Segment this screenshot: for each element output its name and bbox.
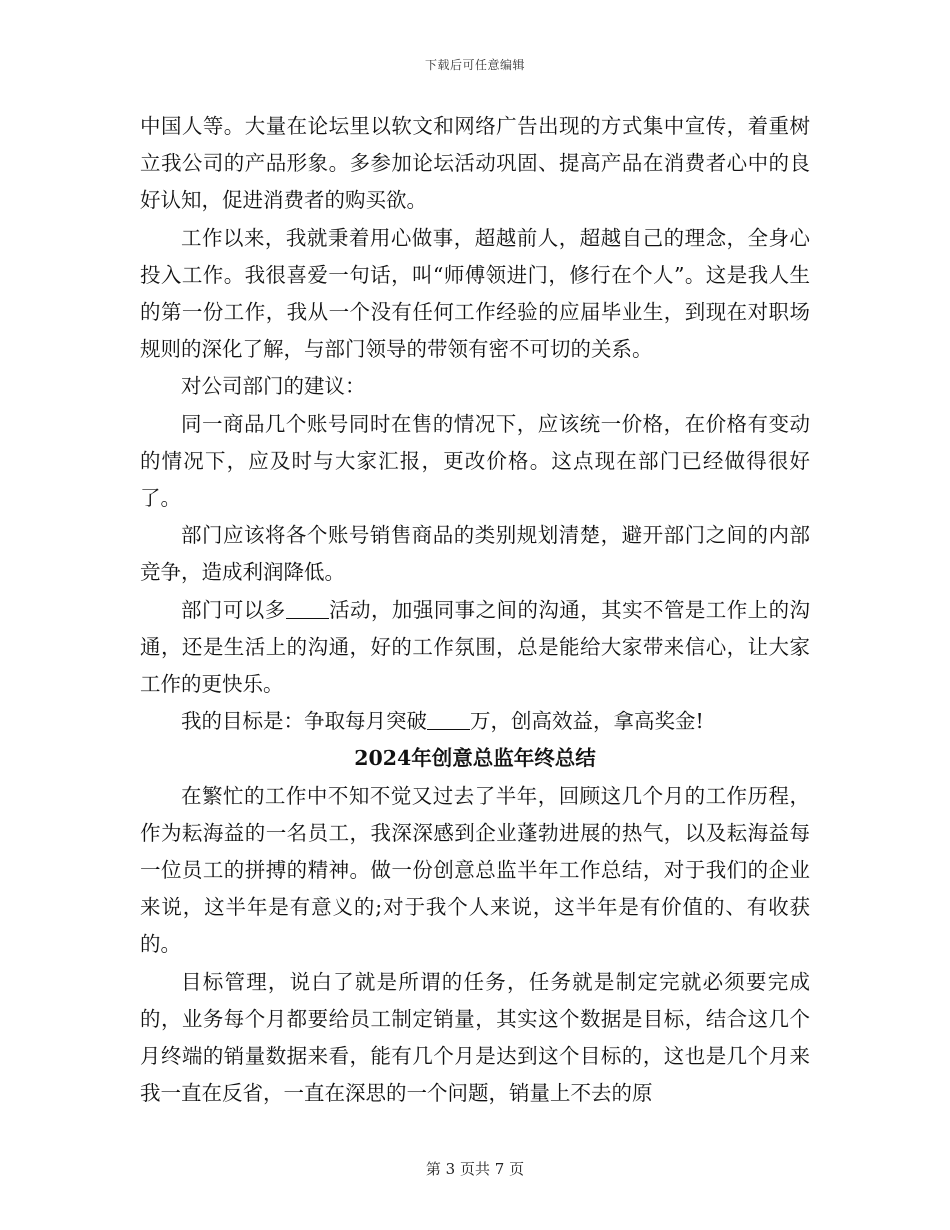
text-segment: 万，创高效益，拿高奖金!: [470, 709, 704, 734]
fill-in-blank: [427, 709, 470, 731]
paragraph-suggestions-heading: 对公司部门的建议：: [181, 374, 366, 399]
header-note: 下载后可任意编辑: [424, 58, 525, 72]
paragraph-suggestion-activities: [140, 592, 810, 704]
document-body: [140, 108, 810, 1112]
paragraph-suggestion-categories: 部门应该将各个账号销售商品的类别规划清楚，避开部门之间的内部竞争，造成利润降低。: [140, 523, 810, 585]
paragraph-suggestion-pricing: 同一商品几个账号同时在售的情况下，应该统一价格，在价格有变动的情况下，应及时与大家汇报，更改价格。这点现在部门已经做得很好了。: [140, 411, 810, 511]
page-number: 第 3 页共 7 页: [425, 1160, 525, 1178]
paragraph-intro: 在繁忙的工作中不知不觉又过去了半年，回顾这几个月的工作历程，作为耘海益的一名员工，我深深感到企业蓬勃进展的热气，以及耘海益每一位员工的拼搏的精神。做一份创意总监半年工作总结，对于我们的企业来说，这半年是有意义的;对于我个人来说，这半年是有价值的、有收获的。: [140, 783, 810, 957]
text-segment: 活动，加强同事之间的沟通，其实不管是工作上的沟通，还是生活上的沟通，好的工作氛围，总是能给大家带来信心，让大家工作的更快乐。: [140, 597, 811, 697]
paragraph-target-management: 目标管理，说白了就是所谓的任务，任务就是制定完就必须要完成的，业务每个月都要给员工制定销量，其实这个数据是目标，结合这几个月终端的销量数据来看，能有几个月是达到这个目标的，这也是几个月来我一直在反省，一直在深思的一个问题，销量上不去的原: [140, 969, 810, 1106]
section-title: 2024年创意总监年终总结: [354, 746, 596, 771]
fill-in-blank: [286, 597, 329, 619]
paragraph-goal: [140, 703, 810, 740]
paragraph-continued: 中国人等。大量在论坛里以软文和网络广告出现的方式集中宣传，着重树立我公司的产品形象。多参加论坛活动巩固、提高产品在消费者心中的良好认知，促进消费者的购买欲。: [140, 114, 810, 213]
text-segment: 我的目标是：争取每月突破: [181, 709, 427, 734]
text-segment: 部门可以多: [181, 597, 286, 622]
paragraph-work-attitude: 工作以来，我就秉着用心做事，超越前人，超越自己的理念，全身心投入工作。我很喜爱一句话，叫“师傅领进门，修行在个人”。这是我人生的第一份工作，我从一个没有任何工作经验的应届毕业生，到现在对职场规则的深化了解，与部门领导的带领有密不可切的关系。: [140, 225, 810, 362]
